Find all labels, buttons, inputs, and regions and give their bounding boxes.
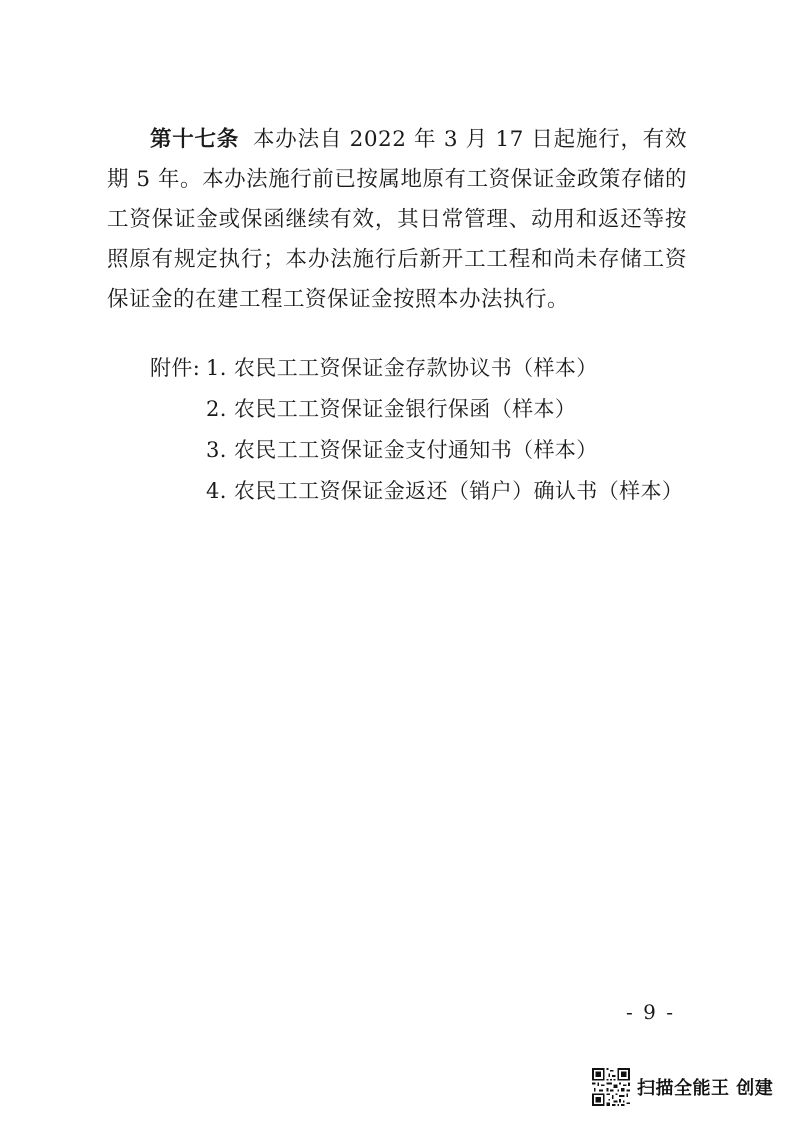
- scanner-brand-text: 扫描全能王 创建: [637, 1078, 774, 1099]
- attachments-label: 附件:: [150, 356, 201, 380]
- article-text: 本办法自 2022 年 3 月 17 日起施行，有效期 5 年。本办法施行前已按属地原有工资保证金政策存储的工资保证金或保函继续有效，其日常管理、动用和返还等按照原有规定执行；本办法施行后新开工工程和尚未存储工资保证金的在建工程工资保证金按照本办法执行。: [107, 127, 687, 312]
- attachment-title: 3. 农民工工资保证金支付通知书（样本）: [206, 438, 598, 462]
- attachment-title: 4. 农民工工资保证金返还（销户）确认书（样本）: [206, 479, 684, 503]
- attachment-item: [150, 348, 683, 389]
- page-number: - 9 -: [626, 1000, 675, 1024]
- attachment-title: 2. 农民工工资保证金银行保函（样本）: [206, 397, 577, 421]
- attachment-item: [150, 430, 683, 471]
- qr-code-icon: [592, 1068, 630, 1106]
- attachment-title: 1. 农民工工资保证金存款协议书（样本）: [206, 356, 598, 380]
- attachment-item: [150, 389, 683, 430]
- article-number: 第十七条: [150, 127, 240, 152]
- article-17: [107, 120, 687, 320]
- attachments-list: [150, 348, 683, 512]
- scanner-watermark: [592, 1068, 773, 1106]
- attachment-item: [150, 471, 683, 512]
